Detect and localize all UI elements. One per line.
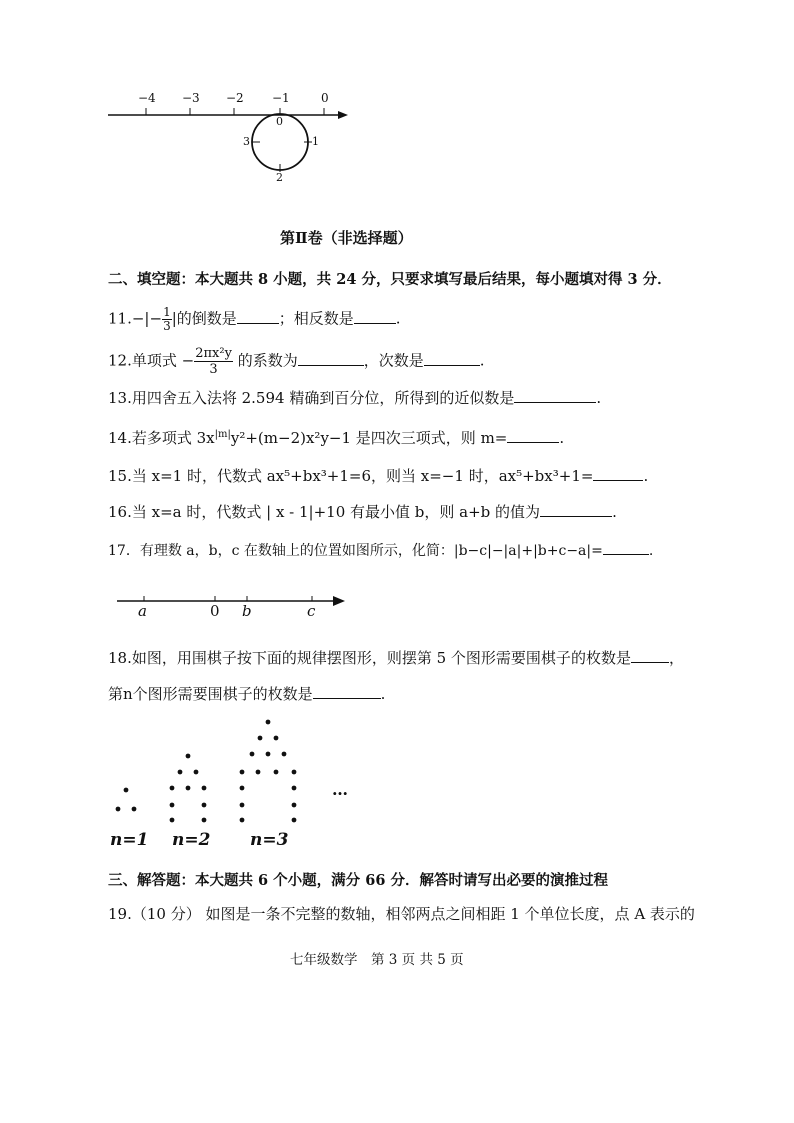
stone xyxy=(292,803,297,808)
frac-numerator: 2πx²y xyxy=(195,346,232,361)
q11-sep: ；相反数是 xyxy=(278,309,354,328)
answer-blank[interactable] xyxy=(603,540,649,555)
question-12: 12.单项式 − $\frac{\text{2πx²y}}{3}$ 的系数为 ，次数是 . xyxy=(108,346,485,377)
q15-text: 15.当 x=1 时，代数式 ax⁵+bx³+1=6，则当 x=−1 时，ax⁵+bx³+1= xyxy=(108,467,594,485)
stone xyxy=(132,807,137,812)
stone xyxy=(186,786,191,791)
q14-sup: |m| xyxy=(214,429,231,440)
tick-label: 0 xyxy=(321,91,329,105)
stone xyxy=(282,752,287,757)
stone xyxy=(256,770,261,775)
answer-blank[interactable] xyxy=(507,428,559,443)
stone xyxy=(292,770,297,775)
pattern-n2 xyxy=(170,754,207,823)
stone xyxy=(292,786,297,791)
answer-blank[interactable] xyxy=(237,309,279,324)
q18-line1-end: ， xyxy=(668,649,684,667)
frac-denominator: 3 xyxy=(209,362,218,377)
question-13 xyxy=(108,388,601,408)
q11-prefix: −|− xyxy=(131,309,163,328)
figure-number-line-circle xyxy=(100,90,360,190)
q13-text: 13.用四舍五入法将 2.594 精确到百分位，所得到的近似数是 xyxy=(108,389,515,407)
tick-label: −2 xyxy=(226,91,244,105)
q12-end: . xyxy=(479,351,485,370)
point-label-b: b xyxy=(242,602,252,620)
q18-line2-end: . xyxy=(380,685,386,703)
stone xyxy=(170,818,175,823)
axis-arrow xyxy=(338,111,348,119)
axis-arrow xyxy=(333,596,345,606)
q14-pre: 14.若多项式 3x xyxy=(108,429,215,447)
q11-number: 11. xyxy=(108,309,132,328)
question-18-line1 xyxy=(108,648,684,668)
section-title: 第Ⅱ卷（非选择题） xyxy=(280,229,413,247)
question-18-line2 xyxy=(108,684,385,704)
answer-blank[interactable] xyxy=(593,466,643,481)
question-11 xyxy=(108,306,401,333)
answer-blank[interactable] xyxy=(313,684,381,699)
frac-denominator: 3 xyxy=(163,319,171,333)
stone xyxy=(240,818,245,823)
stone xyxy=(178,770,183,775)
answer-blank[interactable] xyxy=(631,648,669,663)
stone xyxy=(202,803,207,808)
circle-label: 1 xyxy=(312,135,319,148)
stone xyxy=(266,752,271,757)
page-footer: 七年级数学 第 3 页 共 5 页 xyxy=(290,952,464,968)
question-19: 19.（10 分） 如图是一条不完整的数轴，相邻两点之间相距 1 个单位长度，点 A 表示的 xyxy=(108,905,695,923)
circle-label: 3 xyxy=(243,135,250,148)
q18-line1: 18.如图，用围棋子按下面的规律摆图形，则摆第 5 个图形需要围棋子的枚数是 xyxy=(108,649,631,667)
stone xyxy=(240,770,245,775)
tick-label: −4 xyxy=(138,91,156,105)
q15-end: . xyxy=(643,467,649,485)
figure-q18-patterns xyxy=(108,712,368,852)
frac-numerator: 1 xyxy=(163,305,171,319)
tick-label: −1 xyxy=(272,91,290,105)
stone xyxy=(124,788,129,793)
point-label-a: a xyxy=(138,602,147,620)
stone xyxy=(170,786,175,791)
point-label-c: c xyxy=(307,602,316,620)
stone xyxy=(170,803,175,808)
tick-label: −3 xyxy=(182,91,200,105)
pattern-n1 xyxy=(116,788,137,812)
stone xyxy=(266,720,271,725)
q18-line2: 第n个图形需要围棋子的枚数是 xyxy=(108,685,313,703)
stone xyxy=(292,818,297,823)
q14-mid: y²+(m−2)x²y−1 是四次三项式，则 m= xyxy=(230,429,508,447)
stone xyxy=(274,770,279,775)
circle-label: 2 xyxy=(276,171,283,184)
stone xyxy=(274,736,279,741)
answer-blank[interactable] xyxy=(354,309,396,324)
q12-prefix: 单项式 xyxy=(131,351,177,370)
stone xyxy=(240,803,245,808)
q11-mid: |的倒数是 xyxy=(171,309,237,328)
answer-blank[interactable] xyxy=(540,502,612,517)
answer-blank[interactable] xyxy=(424,351,480,366)
stone xyxy=(202,818,207,823)
q12-sep: ，次数是 xyxy=(363,351,424,370)
stone xyxy=(250,752,255,757)
stone xyxy=(194,770,199,775)
pattern-label-n2: n=2 xyxy=(172,830,211,850)
stone xyxy=(258,736,263,741)
q12-number: 12. xyxy=(108,351,132,370)
stone xyxy=(116,807,121,812)
answer-blank[interactable] xyxy=(298,351,364,366)
stone-patterns-svg xyxy=(108,712,368,822)
question-16 xyxy=(108,502,617,522)
question-15 xyxy=(108,466,648,486)
q12-mid: 的系数为 xyxy=(237,351,298,370)
figure-q17-number-line xyxy=(115,590,355,620)
pattern-ellipsis: … xyxy=(332,780,348,799)
q14-end: . xyxy=(559,429,565,447)
stone xyxy=(186,754,191,759)
q13-end: . xyxy=(596,389,602,407)
answer-blank[interactable] xyxy=(514,388,596,403)
q12-fraction xyxy=(194,346,233,377)
q17-text: 17．有理数 a，b，c 在数轴上的位置如图所示，化简：|b−c|−|a|+|b+c−a|= xyxy=(108,543,603,559)
q16-text: 16.当 x=a 时，代数式 | x - 1|+10 有最小值 b，则 a+b 的值为 xyxy=(108,503,541,521)
q16-end: . xyxy=(612,503,617,521)
question-17 xyxy=(108,540,653,561)
stone xyxy=(240,786,245,791)
pattern-label-n1: n=1 xyxy=(110,830,149,850)
q17-end: . xyxy=(648,543,654,559)
pattern-n3 xyxy=(240,720,297,823)
stone xyxy=(202,786,207,791)
q11-end: . xyxy=(395,309,401,328)
q17-axis-svg xyxy=(115,590,355,620)
q11-fraction xyxy=(162,306,172,333)
part3-heading: 三、解答题：本大题共 6 个小题，满分 66 分．解答时请写出必要的演推过程 xyxy=(108,872,608,889)
question-14 xyxy=(108,428,564,448)
pattern-label-n3: n=3 xyxy=(250,830,289,850)
circle-label: 0 xyxy=(276,115,283,128)
point-label-0: 0 xyxy=(210,602,220,620)
part2-heading: 二、填空题：本大题共 8 小题，共 24 分，只要求填写最后结果，每小题填对得 3 分． xyxy=(108,271,672,288)
